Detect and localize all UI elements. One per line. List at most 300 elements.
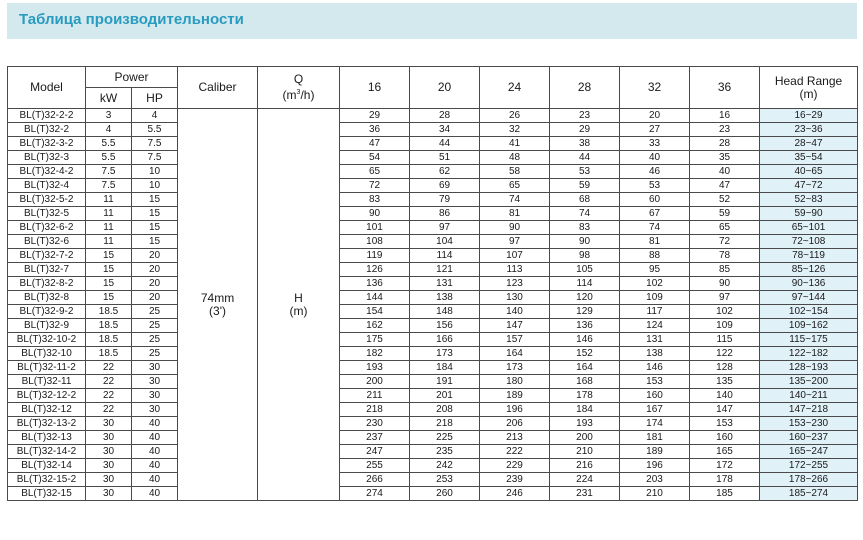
head-value-cell: 144 [340, 291, 410, 305]
hp-cell: 40 [132, 473, 178, 487]
head-value-cell: 184 [410, 361, 480, 375]
head-value-cell: 218 [340, 403, 410, 417]
head-value-cell: 29 [340, 109, 410, 123]
hp-cell: 20 [132, 263, 178, 277]
hp-cell: 30 [132, 361, 178, 375]
kw-cell: 15 [86, 291, 132, 305]
model-cell: BL(T)32-13-2 [8, 417, 86, 431]
head-value-cell: 128 [690, 361, 760, 375]
head-range-cell: 28~47 [760, 137, 858, 151]
head-value-cell: 191 [410, 375, 480, 389]
head-value-cell: 237 [340, 431, 410, 445]
model-cell: BL(T)32-10 [8, 347, 86, 361]
head-value-cell: 130 [480, 291, 550, 305]
head-value-cell: 131 [620, 333, 690, 347]
hp-cell: 40 [132, 417, 178, 431]
hp-cell: 25 [132, 305, 178, 319]
head-value-cell: 173 [480, 361, 550, 375]
head-value-cell: 136 [340, 277, 410, 291]
head-range-cell: 85~126 [760, 263, 858, 277]
head-value-cell: 160 [620, 389, 690, 403]
head-value-cell: 90 [690, 277, 760, 291]
head-value-cell: 206 [480, 417, 550, 431]
head-range-cell: 172~255 [760, 459, 858, 473]
head-value-cell: 196 [480, 403, 550, 417]
table-row [8, 403, 858, 417]
head-value-cell: 230 [340, 417, 410, 431]
head-value-cell: 181 [620, 431, 690, 445]
kw-cell: 22 [86, 361, 132, 375]
head-value-cell: 58 [480, 165, 550, 179]
head-value-cell: 213 [480, 431, 550, 445]
model-cell: BL(T)32-13 [8, 431, 86, 445]
model-cell: BL(T)32-10-2 [8, 333, 86, 347]
head-value-cell: 274 [340, 487, 410, 501]
head-value-cell: 90 [550, 235, 620, 249]
head-value-cell: 26 [480, 109, 550, 123]
hp-cell: 40 [132, 459, 178, 473]
table-row [8, 473, 858, 487]
model-cell: BL(T)32-4 [8, 179, 86, 193]
kw-cell: 18.5 [86, 305, 132, 319]
hp-cell: 25 [132, 333, 178, 347]
head-range-cell: 153~230 [760, 417, 858, 431]
kw-cell: 22 [86, 389, 132, 403]
kw-cell: 18.5 [86, 347, 132, 361]
head-range-cell: 47~72 [760, 179, 858, 193]
head-range-cell: 78~119 [760, 249, 858, 263]
kw-cell: 30 [86, 487, 132, 501]
head-value-cell: 135 [690, 375, 760, 389]
head-value-cell: 148 [410, 305, 480, 319]
model-cell: BL(T)32-12 [8, 403, 86, 417]
head-value-cell: 156 [410, 319, 480, 333]
head-value-cell: 120 [550, 291, 620, 305]
kw-cell: 30 [86, 459, 132, 473]
head-value-cell: 79 [410, 193, 480, 207]
head-value-cell: 218 [410, 417, 480, 431]
head-value-cell: 167 [620, 403, 690, 417]
head-range-cell: 128~193 [760, 361, 858, 375]
model-cell: BL(T)32-3-2 [8, 137, 86, 151]
table-row [8, 123, 858, 137]
model-cell: BL(T)32-2-2 [8, 109, 86, 123]
kw-cell: 22 [86, 375, 132, 389]
head-value-cell: 23 [690, 123, 760, 137]
head-value-cell: 90 [340, 207, 410, 221]
model-cell: BL(T)32-3 [8, 151, 86, 165]
table-row [8, 445, 858, 459]
hp-cell: 30 [132, 403, 178, 417]
head-value-cell: 95 [620, 263, 690, 277]
head-value-cell: 229 [480, 459, 550, 473]
head-value-cell: 81 [480, 207, 550, 221]
head-value-cell: 239 [480, 473, 550, 487]
head-value-cell: 69 [410, 179, 480, 193]
head-unit-cell: H (m) [258, 109, 340, 501]
head-value-cell: 102 [690, 305, 760, 319]
head-value-cell: 138 [410, 291, 480, 305]
head-value-cell: 54 [340, 151, 410, 165]
head-value-cell: 131 [410, 277, 480, 291]
head-value-cell: 67 [620, 207, 690, 221]
head-range-cell: 178~266 [760, 473, 858, 487]
table-row [8, 277, 858, 291]
model-cell: BL(T)32-11-2 [8, 361, 86, 375]
head-value-cell: 52 [690, 193, 760, 207]
header-kw: kW [86, 88, 132, 109]
header-q [258, 67, 340, 109]
head-value-cell: 114 [550, 277, 620, 291]
head-value-cell: 210 [550, 445, 620, 459]
head-range-cell: 135~200 [760, 375, 858, 389]
kw-cell: 11 [86, 221, 132, 235]
model-cell: BL(T)32-7 [8, 263, 86, 277]
kw-cell: 7.5 [86, 165, 132, 179]
hp-cell: 40 [132, 431, 178, 445]
header-flow-3: 28 [550, 67, 620, 109]
head-value-cell: 117 [620, 305, 690, 319]
head-value-cell: 65 [340, 165, 410, 179]
head-value-cell: 98 [550, 249, 620, 263]
head-value-cell: 47 [690, 179, 760, 193]
table-row [8, 389, 858, 403]
head-range-cell: 59~90 [760, 207, 858, 221]
head-range-cell: 109~162 [760, 319, 858, 333]
head-value-cell: 35 [690, 151, 760, 165]
head-value-cell: 74 [620, 221, 690, 235]
head-value-cell: 65 [690, 221, 760, 235]
model-cell: BL(T)32-9-2 [8, 305, 86, 319]
head-range-cell: 35~54 [760, 151, 858, 165]
head-value-cell: 193 [340, 361, 410, 375]
head-value-cell: 200 [340, 375, 410, 389]
kw-cell: 30 [86, 473, 132, 487]
head-value-cell: 211 [340, 389, 410, 403]
head-value-cell: 101 [340, 221, 410, 235]
kw-cell: 3 [86, 109, 132, 123]
head-value-cell: 108 [340, 235, 410, 249]
head-value-cell: 23 [550, 109, 620, 123]
header-flow-1: 20 [410, 67, 480, 109]
head-value-cell: 97 [690, 291, 760, 305]
head-value-cell: 154 [340, 305, 410, 319]
header-flow-2: 24 [480, 67, 550, 109]
kw-cell: 30 [86, 431, 132, 445]
head-value-cell: 164 [550, 361, 620, 375]
head-value-cell: 165 [690, 445, 760, 459]
model-cell: BL(T)32-14 [8, 459, 86, 473]
hp-cell: 25 [132, 347, 178, 361]
head-value-cell: 40 [690, 165, 760, 179]
head-value-cell: 164 [480, 347, 550, 361]
model-cell: BL(T)32-15-2 [8, 473, 86, 487]
head-value-cell: 59 [690, 207, 760, 221]
table-row [8, 109, 858, 123]
head-value-cell: 242 [410, 459, 480, 473]
table-row [8, 235, 858, 249]
head-range-cell: 16~29 [760, 109, 858, 123]
kw-cell: 11 [86, 193, 132, 207]
head-value-cell: 136 [550, 319, 620, 333]
head-range-cell: 160~237 [760, 431, 858, 445]
head-value-cell: 105 [550, 263, 620, 277]
table-row [8, 151, 858, 165]
hp-cell: 7.5 [132, 151, 178, 165]
head-value-cell: 222 [480, 445, 550, 459]
kw-cell: 15 [86, 277, 132, 291]
head-range-cell: 23~36 [760, 123, 858, 137]
model-cell: BL(T)32-5-2 [8, 193, 86, 207]
header-q-unit: $(m^3/h)$ [282, 88, 315, 102]
head-range-cell: 147~218 [760, 403, 858, 417]
hp-cell: 15 [132, 207, 178, 221]
head-value-cell: 224 [550, 473, 620, 487]
hp-cell: 4 [132, 109, 178, 123]
hp-cell: 40 [132, 487, 178, 501]
header-model: Model [8, 67, 86, 109]
head-range-cell: 140~211 [760, 389, 858, 403]
title-bar [7, 3, 857, 39]
kw-cell: 5.5 [86, 151, 132, 165]
head-value-cell: 126 [340, 263, 410, 277]
head-value-cell: 166 [410, 333, 480, 347]
head-value-cell: 72 [690, 235, 760, 249]
hp-cell: 20 [132, 277, 178, 291]
page-title: Таблица производительности [19, 11, 244, 28]
header-head-range: Head Range (m) [760, 67, 858, 109]
head-value-cell: 173 [410, 347, 480, 361]
hp-cell: 15 [132, 235, 178, 249]
table-row [8, 459, 858, 473]
kw-cell: 18.5 [86, 319, 132, 333]
head-value-cell: 53 [620, 179, 690, 193]
head-range-cell: 185~274 [760, 487, 858, 501]
head-range-cell: 165~247 [760, 445, 858, 459]
head-value-cell: 48 [480, 151, 550, 165]
head-value-cell: 152 [550, 347, 620, 361]
head-value-cell: 180 [480, 375, 550, 389]
head-value-cell: 129 [550, 305, 620, 319]
head-value-cell: 41 [480, 137, 550, 151]
head-value-cell: 119 [340, 249, 410, 263]
kw-cell: 5.5 [86, 137, 132, 151]
head-range-cell: 72~108 [760, 235, 858, 249]
table-row [8, 165, 858, 179]
head-value-cell: 102 [620, 277, 690, 291]
table-row [8, 137, 858, 151]
head-value-cell: 153 [620, 375, 690, 389]
head-value-cell: 178 [690, 473, 760, 487]
header-caliber: Caliber [178, 67, 258, 109]
hp-cell: 7.5 [132, 137, 178, 151]
hp-cell: 5.5 [132, 123, 178, 137]
head-value-cell: 34 [410, 123, 480, 137]
head-value-cell: 140 [480, 305, 550, 319]
table-row [8, 193, 858, 207]
head-value-cell: 203 [620, 473, 690, 487]
head-value-cell: 83 [550, 221, 620, 235]
table-body [8, 109, 858, 501]
hp-cell: 40 [132, 445, 178, 459]
head-value-cell: 36 [340, 123, 410, 137]
table-row [8, 333, 858, 347]
hp-cell: 10 [132, 179, 178, 193]
header-flow-0: 16 [340, 67, 410, 109]
hp-cell: 30 [132, 375, 178, 389]
head-value-cell: 97 [480, 235, 550, 249]
head-value-cell: 147 [690, 403, 760, 417]
head-value-cell: 175 [340, 333, 410, 347]
head-value-cell: 28 [410, 109, 480, 123]
header-q-label: Q [293, 72, 304, 86]
hp-cell: 25 [132, 319, 178, 333]
head-value-cell: 85 [690, 263, 760, 277]
head-value-cell: 51 [410, 151, 480, 165]
head-range-cell: 102~154 [760, 305, 858, 319]
model-cell: BL(T)32-8 [8, 291, 86, 305]
model-cell: BL(T)32-6-2 [8, 221, 86, 235]
head-value-cell: 62 [410, 165, 480, 179]
table-row [8, 249, 858, 263]
kw-cell: 15 [86, 249, 132, 263]
head-value-cell: 162 [340, 319, 410, 333]
hp-cell: 10 [132, 165, 178, 179]
caliber-cell: 74mm (3') [178, 109, 258, 501]
head-value-cell: 208 [410, 403, 480, 417]
head-value-cell: 193 [550, 417, 620, 431]
hp-cell: 15 [132, 193, 178, 207]
head-value-cell: 107 [480, 249, 550, 263]
head-value-cell: 83 [340, 193, 410, 207]
head-value-cell: 122 [690, 347, 760, 361]
model-cell: BL(T)32-9 [8, 319, 86, 333]
head-value-cell: 97 [410, 221, 480, 235]
head-value-cell: 140 [690, 389, 760, 403]
head-value-cell: 172 [690, 459, 760, 473]
head-value-cell: 33 [620, 137, 690, 151]
head-value-cell: 147 [480, 319, 550, 333]
kw-cell: 30 [86, 417, 132, 431]
head-value-cell: 189 [480, 389, 550, 403]
hp-cell: 20 [132, 291, 178, 305]
head-value-cell: 113 [480, 263, 550, 277]
table-row [8, 319, 858, 333]
head-value-cell: 201 [410, 389, 480, 403]
head-value-cell: 266 [340, 473, 410, 487]
head-value-cell: 53 [550, 165, 620, 179]
model-cell: BL(T)32-6 [8, 235, 86, 249]
head-value-cell: 196 [620, 459, 690, 473]
model-cell: BL(T)32-2 [8, 123, 86, 137]
head-value-cell: 260 [410, 487, 480, 501]
head-range-cell: 90~136 [760, 277, 858, 291]
table-row [8, 179, 858, 193]
hp-cell: 15 [132, 221, 178, 235]
head-value-cell: 16 [690, 109, 760, 123]
head-value-cell: 20 [620, 109, 690, 123]
model-cell: BL(T)32-14-2 [8, 445, 86, 459]
kw-cell: 11 [86, 207, 132, 221]
header-hp: HP [132, 88, 178, 109]
head-value-cell: 74 [480, 193, 550, 207]
kw-cell: 15 [86, 263, 132, 277]
header-flow-4: 32 [620, 67, 690, 109]
header-power: Power [86, 67, 178, 88]
head-value-cell: 200 [550, 431, 620, 445]
head-value-cell: 109 [690, 319, 760, 333]
head-value-cell: 60 [620, 193, 690, 207]
model-cell: BL(T)32-5 [8, 207, 86, 221]
head-value-cell: 114 [410, 249, 480, 263]
table-row [8, 207, 858, 221]
head-value-cell: 40 [620, 151, 690, 165]
head-value-cell: 32 [480, 123, 550, 137]
head-range-cell: 40~65 [760, 165, 858, 179]
table-row [8, 263, 858, 277]
head-range-cell: 122~182 [760, 347, 858, 361]
head-value-cell: 115 [690, 333, 760, 347]
table-row [8, 221, 858, 235]
head-value-cell: 78 [690, 249, 760, 263]
head-value-cell: 28 [690, 137, 760, 151]
head-value-cell: 235 [410, 445, 480, 459]
performance-table [7, 66, 858, 501]
head-value-cell: 146 [550, 333, 620, 347]
head-range-cell: 97~144 [760, 291, 858, 305]
head-value-cell: 138 [620, 347, 690, 361]
head-value-cell: 109 [620, 291, 690, 305]
head-value-cell: 123 [480, 277, 550, 291]
head-value-cell: 174 [620, 417, 690, 431]
head-value-cell: 247 [340, 445, 410, 459]
head-value-cell: 65 [480, 179, 550, 193]
kw-cell: 4 [86, 123, 132, 137]
head-value-cell: 44 [410, 137, 480, 151]
head-value-cell: 74 [550, 207, 620, 221]
table-row [8, 375, 858, 389]
header-flow-5: 36 [690, 67, 760, 109]
head-value-cell: 182 [340, 347, 410, 361]
kw-cell: 18.5 [86, 333, 132, 347]
head-value-cell: 231 [550, 487, 620, 501]
model-cell: BL(T)32-7-2 [8, 249, 86, 263]
hp-cell: 20 [132, 249, 178, 263]
head-value-cell: 38 [550, 137, 620, 151]
table-row [8, 305, 858, 319]
head-value-cell: 46 [620, 165, 690, 179]
table-row [8, 487, 858, 501]
head-value-cell: 153 [690, 417, 760, 431]
head-value-cell: 255 [340, 459, 410, 473]
head-value-cell: 168 [550, 375, 620, 389]
head-value-cell: 86 [410, 207, 480, 221]
table-row [8, 361, 858, 375]
kw-cell: 22 [86, 403, 132, 417]
table-row [8, 291, 858, 305]
head-value-cell: 68 [550, 193, 620, 207]
model-cell: BL(T)32-11 [8, 375, 86, 389]
head-range-cell: 65~101 [760, 221, 858, 235]
head-value-cell: 210 [620, 487, 690, 501]
model-cell: BL(T)32-8-2 [8, 277, 86, 291]
head-value-cell: 246 [480, 487, 550, 501]
table-row [8, 417, 858, 431]
head-value-cell: 160 [690, 431, 760, 445]
table-row [8, 347, 858, 361]
head-value-cell: 44 [550, 151, 620, 165]
head-value-cell: 104 [410, 235, 480, 249]
